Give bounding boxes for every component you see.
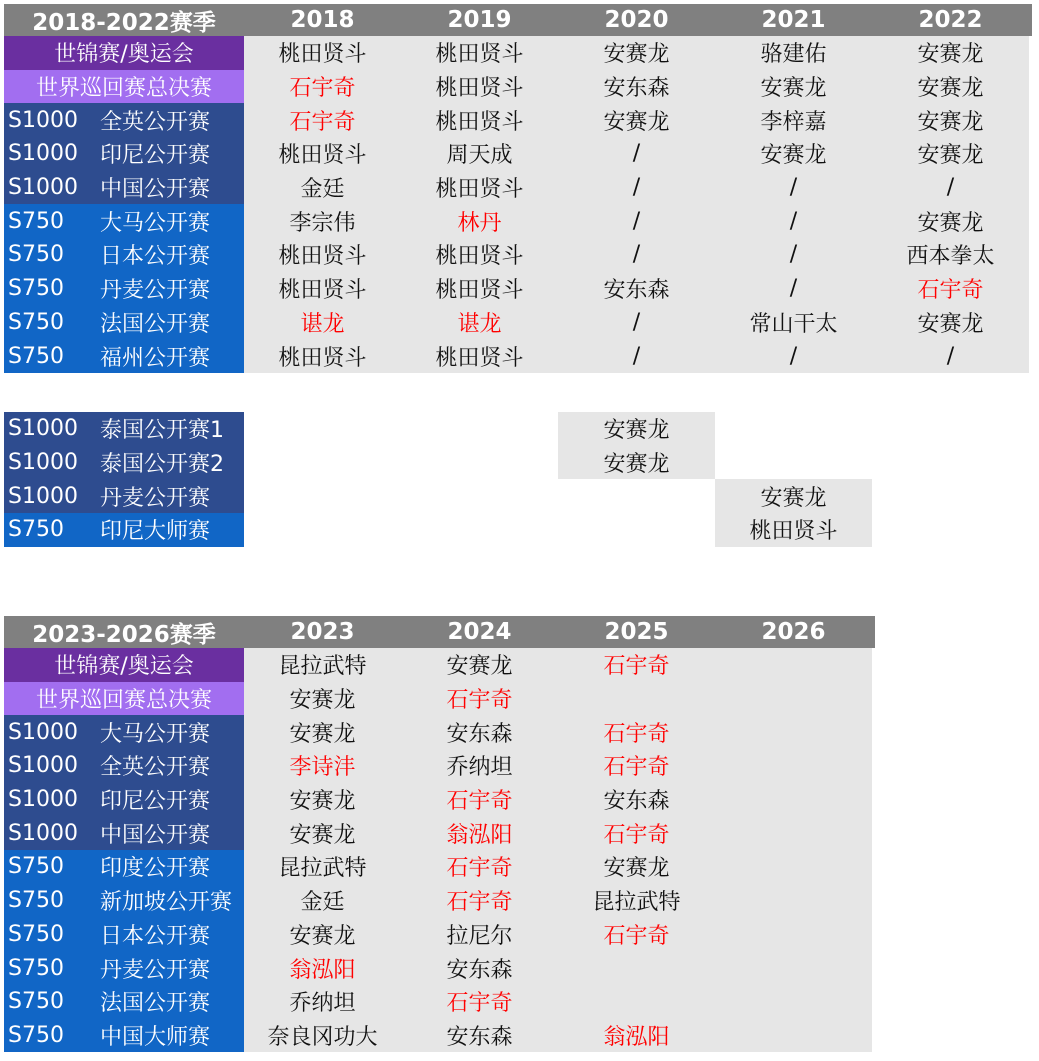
champion-cell: 桃田贤斗 bbox=[244, 137, 401, 171]
champion-cell: 桃田贤斗 bbox=[401, 171, 558, 205]
event-tier: S750 bbox=[8, 276, 64, 302]
champion-cell: 安东森 bbox=[401, 951, 558, 985]
champion-cell: 金廷 bbox=[244, 884, 401, 918]
event-label bbox=[4, 306, 244, 340]
champion-cell: 安赛龙 bbox=[558, 103, 715, 137]
champion-cell: / bbox=[558, 306, 715, 340]
champion-cell bbox=[244, 479, 401, 513]
champion-cell: 拉尼尔 bbox=[401, 918, 558, 952]
table-extra-events bbox=[4, 412, 1032, 547]
champion-cell: 安赛龙 bbox=[872, 137, 1029, 171]
year-header: 2018 bbox=[290, 7, 355, 33]
table-row bbox=[4, 715, 875, 749]
champion-cell: / bbox=[558, 171, 715, 205]
table-row bbox=[4, 70, 1032, 104]
event-tier: S750 bbox=[8, 343, 64, 369]
champion-cell: 安赛龙 bbox=[872, 306, 1029, 340]
event-label bbox=[4, 70, 244, 104]
event-name: 丹麦公开赛 bbox=[100, 485, 211, 511]
champion-cell: 石宇奇 bbox=[558, 816, 715, 850]
event-tier: S750 bbox=[8, 309, 64, 335]
table-row bbox=[4, 446, 1032, 480]
table-row bbox=[4, 479, 1032, 513]
champion-cell: 石宇奇 bbox=[401, 985, 558, 1019]
champion-cell bbox=[872, 412, 1029, 446]
champion-cell: 安赛龙 bbox=[872, 103, 1029, 137]
champion-cell: 安东森 bbox=[401, 1019, 558, 1053]
table-row bbox=[4, 272, 1032, 306]
event-name: 全英公开赛 bbox=[100, 755, 211, 781]
event-label bbox=[4, 884, 244, 918]
champion-cell: 安东森 bbox=[558, 70, 715, 104]
champion-cell: 安赛龙 bbox=[715, 137, 872, 171]
champion-cell: 桃田贤斗 bbox=[244, 339, 401, 373]
champion-cell: 桃田贤斗 bbox=[401, 272, 558, 306]
event-label bbox=[4, 446, 244, 480]
champion-cell bbox=[244, 412, 401, 446]
champion-cell: 桃田贤斗 bbox=[401, 36, 558, 70]
event-name: 中国公开赛 bbox=[100, 822, 211, 848]
champion-cell: 安赛龙 bbox=[872, 36, 1029, 70]
champion-cell: 石宇奇 bbox=[244, 103, 401, 137]
table-row bbox=[4, 171, 1032, 205]
champion-cell: 桃田贤斗 bbox=[244, 238, 401, 272]
table-row bbox=[4, 918, 875, 952]
champion-cell bbox=[715, 749, 872, 783]
event-label bbox=[4, 238, 244, 272]
event-label bbox=[4, 985, 244, 1019]
event-name: 丹麦公开赛 bbox=[100, 278, 211, 304]
champion-cell: / bbox=[872, 171, 1029, 205]
table-row bbox=[4, 306, 1032, 340]
event-name: 大马公开赛 bbox=[100, 210, 211, 236]
table-2023-2026 bbox=[4, 616, 875, 1052]
champion-cell: 桃田贤斗 bbox=[244, 36, 401, 70]
champion-cell: 石宇奇 bbox=[558, 918, 715, 952]
table-row bbox=[4, 783, 875, 817]
champion-cell: 石宇奇 bbox=[558, 749, 715, 783]
champion-cell bbox=[401, 513, 558, 547]
event-label bbox=[4, 850, 244, 884]
champion-cell bbox=[401, 412, 558, 446]
champion-cell bbox=[715, 884, 872, 918]
champion-cell: 金廷 bbox=[244, 171, 401, 205]
table-row bbox=[4, 238, 1032, 272]
champion-cell bbox=[401, 479, 558, 513]
table-row bbox=[4, 816, 875, 850]
champion-cell: 桃田贤斗 bbox=[401, 70, 558, 104]
event-tier: S1000 bbox=[8, 483, 78, 509]
event-name: 世锦赛/奥运会 bbox=[54, 654, 194, 680]
table-row bbox=[4, 682, 875, 716]
champion-cell: / bbox=[558, 204, 715, 238]
event-label bbox=[4, 171, 244, 205]
champion-cell: 安赛龙 bbox=[244, 715, 401, 749]
table-row bbox=[4, 1019, 875, 1053]
champion-cell bbox=[715, 816, 872, 850]
event-name: 泰国公开赛2 bbox=[100, 452, 224, 478]
event-name: 世锦赛/奥运会 bbox=[54, 42, 194, 68]
event-label bbox=[4, 749, 244, 783]
event-label bbox=[4, 783, 244, 817]
champion-cell: / bbox=[715, 171, 872, 205]
event-label bbox=[4, 513, 244, 547]
year-header: 2026 bbox=[761, 619, 826, 645]
season-title: 2018-2022赛季 bbox=[4, 4, 244, 36]
event-name: 中国公开赛 bbox=[100, 177, 211, 203]
year-header: 2019 bbox=[447, 7, 512, 33]
champion-cell: 安赛龙 bbox=[244, 816, 401, 850]
champion-cell: 石宇奇 bbox=[558, 715, 715, 749]
champion-cell: 安赛龙 bbox=[558, 446, 715, 480]
champion-cell: 安赛龙 bbox=[244, 918, 401, 952]
header-row bbox=[4, 4, 1032, 36]
champion-cell bbox=[558, 951, 715, 985]
champion-cell: 安赛龙 bbox=[558, 412, 715, 446]
champion-cell: / bbox=[872, 339, 1029, 373]
champion-cell: 翁泓阳 bbox=[401, 816, 558, 850]
champion-cell: 安东森 bbox=[558, 783, 715, 817]
table-row bbox=[4, 749, 875, 783]
year-header: 2025 bbox=[604, 619, 669, 645]
champion-cell bbox=[244, 513, 401, 547]
table-row bbox=[4, 985, 875, 1019]
event-tier: S1000 bbox=[8, 820, 78, 846]
event-name: 福州公开赛 bbox=[100, 345, 211, 371]
champion-cell bbox=[715, 648, 872, 682]
event-tier: S750 bbox=[8, 955, 64, 981]
champion-cell bbox=[715, 412, 872, 446]
table-row bbox=[4, 137, 1032, 171]
event-label bbox=[4, 36, 244, 70]
event-name: 法国公开赛 bbox=[100, 311, 211, 337]
year-header: 2023 bbox=[290, 619, 355, 645]
event-tier: S1000 bbox=[8, 719, 78, 745]
table-row bbox=[4, 339, 1032, 373]
event-name: 日本公开赛 bbox=[100, 923, 211, 949]
champion-cell: 昆拉武特 bbox=[244, 850, 401, 884]
event-tier: S1000 bbox=[8, 141, 78, 167]
champion-cell: 桃田贤斗 bbox=[715, 513, 872, 547]
champion-cell bbox=[558, 985, 715, 1019]
event-name: 世界巡回赛总决赛 bbox=[35, 688, 212, 714]
header-row bbox=[4, 616, 875, 648]
event-name: 印尼大师赛 bbox=[100, 519, 211, 545]
champion-cell: 安赛龙 bbox=[558, 36, 715, 70]
event-label bbox=[4, 137, 244, 171]
event-name: 印尼公开赛 bbox=[100, 789, 211, 815]
event-tier: S1000 bbox=[8, 450, 78, 476]
table-row bbox=[4, 204, 1032, 238]
champion-cell bbox=[715, 951, 872, 985]
champion-cell: 桃田贤斗 bbox=[401, 238, 558, 272]
event-name: 新加坡公开赛 bbox=[100, 890, 233, 916]
event-label bbox=[4, 918, 244, 952]
season-title: 2023-2026赛季 bbox=[4, 616, 244, 648]
champion-cell: 石宇奇 bbox=[244, 70, 401, 104]
event-label bbox=[4, 412, 244, 446]
champion-cell: 安赛龙 bbox=[558, 850, 715, 884]
champion-cell: 翁泓阳 bbox=[244, 951, 401, 985]
champion-cell bbox=[715, 783, 872, 817]
year-header: 2021 bbox=[761, 7, 826, 33]
event-tier: S1000 bbox=[8, 416, 78, 442]
champion-cell bbox=[244, 446, 401, 480]
event-label bbox=[4, 339, 244, 373]
year-header: 2024 bbox=[447, 619, 512, 645]
champion-cell: 翁泓阳 bbox=[558, 1019, 715, 1053]
table-row bbox=[4, 513, 1032, 547]
champion-cell bbox=[715, 715, 872, 749]
champion-cell: 安赛龙 bbox=[244, 682, 401, 716]
champion-cell bbox=[558, 682, 715, 716]
champion-cell: 桃田贤斗 bbox=[401, 339, 558, 373]
champion-cell bbox=[558, 479, 715, 513]
champion-cell: 安赛龙 bbox=[401, 648, 558, 682]
champion-cell: 石宇奇 bbox=[558, 648, 715, 682]
event-name: 大马公开赛 bbox=[100, 721, 211, 747]
champion-cell: / bbox=[558, 238, 715, 272]
champion-cell: 石宇奇 bbox=[401, 682, 558, 716]
event-label bbox=[4, 103, 244, 137]
champion-cell: 安赛龙 bbox=[872, 70, 1029, 104]
champion-cell bbox=[872, 479, 1029, 513]
champion-cell: 安赛龙 bbox=[872, 204, 1029, 238]
champion-cell: / bbox=[715, 204, 872, 238]
event-tier: S750 bbox=[8, 242, 64, 268]
champion-cell bbox=[401, 446, 558, 480]
champion-cell: 昆拉武特 bbox=[558, 884, 715, 918]
event-name: 世界巡回赛总决赛 bbox=[35, 76, 212, 102]
champion-cell: / bbox=[715, 272, 872, 306]
champion-cell: 安东森 bbox=[558, 272, 715, 306]
champion-cell: / bbox=[558, 339, 715, 373]
champion-cell bbox=[715, 850, 872, 884]
event-name: 泰国公开赛1 bbox=[100, 418, 224, 444]
champion-cell: / bbox=[715, 339, 872, 373]
champion-cell: 西本拳太 bbox=[872, 238, 1029, 272]
champion-cell: 石宇奇 bbox=[401, 884, 558, 918]
champion-cell: 昆拉武特 bbox=[244, 648, 401, 682]
champion-cell: 谌龙 bbox=[401, 306, 558, 340]
event-tier: S1000 bbox=[8, 753, 78, 779]
champion-cell: 石宇奇 bbox=[401, 850, 558, 884]
event-tier: S750 bbox=[8, 888, 64, 914]
champion-cell: 安东森 bbox=[401, 715, 558, 749]
table-row bbox=[4, 850, 875, 884]
table-row bbox=[4, 648, 875, 682]
champion-cell: 李诗沣 bbox=[244, 749, 401, 783]
event-name: 法国公开赛 bbox=[100, 991, 211, 1017]
event-name: 日本公开赛 bbox=[100, 244, 211, 270]
table-row bbox=[4, 951, 875, 985]
champion-cell bbox=[872, 513, 1029, 547]
champion-cell: 骆建佑 bbox=[715, 36, 872, 70]
event-tier: S1000 bbox=[8, 787, 78, 813]
champion-cell: 石宇奇 bbox=[401, 783, 558, 817]
champion-cell: 安赛龙 bbox=[715, 479, 872, 513]
champion-cell: 乔纳坦 bbox=[401, 749, 558, 783]
champion-cell: 李宗伟 bbox=[244, 204, 401, 238]
event-name: 中国大师赛 bbox=[100, 1024, 211, 1050]
event-tier: S750 bbox=[8, 517, 64, 543]
event-label bbox=[4, 1019, 244, 1053]
champion-cell bbox=[715, 918, 872, 952]
champion-cell: / bbox=[558, 137, 715, 171]
event-name: 印尼公开赛 bbox=[100, 143, 211, 169]
champion-cell: 常山干太 bbox=[715, 306, 872, 340]
champion-cell: 奈良冈功大 bbox=[244, 1019, 401, 1053]
champion-cell: 安赛龙 bbox=[715, 70, 872, 104]
champion-cell: 李梓嘉 bbox=[715, 103, 872, 137]
year-header: 2022 bbox=[918, 7, 983, 33]
champion-cell: 桃田贤斗 bbox=[244, 272, 401, 306]
event-name: 丹麦公开赛 bbox=[100, 957, 211, 983]
event-tier: S1000 bbox=[8, 175, 78, 201]
table-row bbox=[4, 103, 1032, 137]
event-tier: S750 bbox=[8, 1022, 64, 1048]
champion-cell bbox=[715, 985, 872, 1019]
event-tier: S750 bbox=[8, 989, 64, 1015]
event-label bbox=[4, 479, 244, 513]
year-header: 2020 bbox=[604, 7, 669, 33]
event-label bbox=[4, 715, 244, 749]
champion-cell: 谌龙 bbox=[244, 306, 401, 340]
table-2018-2022 bbox=[4, 4, 1032, 373]
event-label bbox=[4, 204, 244, 238]
event-tier: S750 bbox=[8, 921, 64, 947]
event-name: 印度公开赛 bbox=[100, 856, 211, 882]
champion-cell: 安赛龙 bbox=[244, 783, 401, 817]
event-label bbox=[4, 951, 244, 985]
event-label bbox=[4, 272, 244, 306]
event-label bbox=[4, 682, 244, 716]
champion-cell bbox=[715, 446, 872, 480]
table-row bbox=[4, 36, 1032, 70]
champion-cell: / bbox=[715, 238, 872, 272]
champion-cell bbox=[872, 446, 1029, 480]
event-label bbox=[4, 816, 244, 850]
table-row bbox=[4, 884, 875, 918]
champion-cell: 乔纳坦 bbox=[244, 985, 401, 1019]
champion-cell: 周天成 bbox=[401, 137, 558, 171]
event-tier: S750 bbox=[8, 854, 64, 880]
champion-cell bbox=[558, 513, 715, 547]
event-name: 全英公开赛 bbox=[100, 109, 211, 135]
event-tier: S750 bbox=[8, 208, 64, 234]
champion-cell: 林丹 bbox=[401, 204, 558, 238]
table-row bbox=[4, 412, 1032, 446]
champion-cell bbox=[715, 1019, 872, 1053]
champion-cell: 石宇奇 bbox=[872, 272, 1029, 306]
event-tier: S1000 bbox=[8, 107, 78, 133]
champion-cell: 桃田贤斗 bbox=[401, 103, 558, 137]
champion-cell bbox=[715, 682, 872, 716]
event-label bbox=[4, 648, 244, 682]
